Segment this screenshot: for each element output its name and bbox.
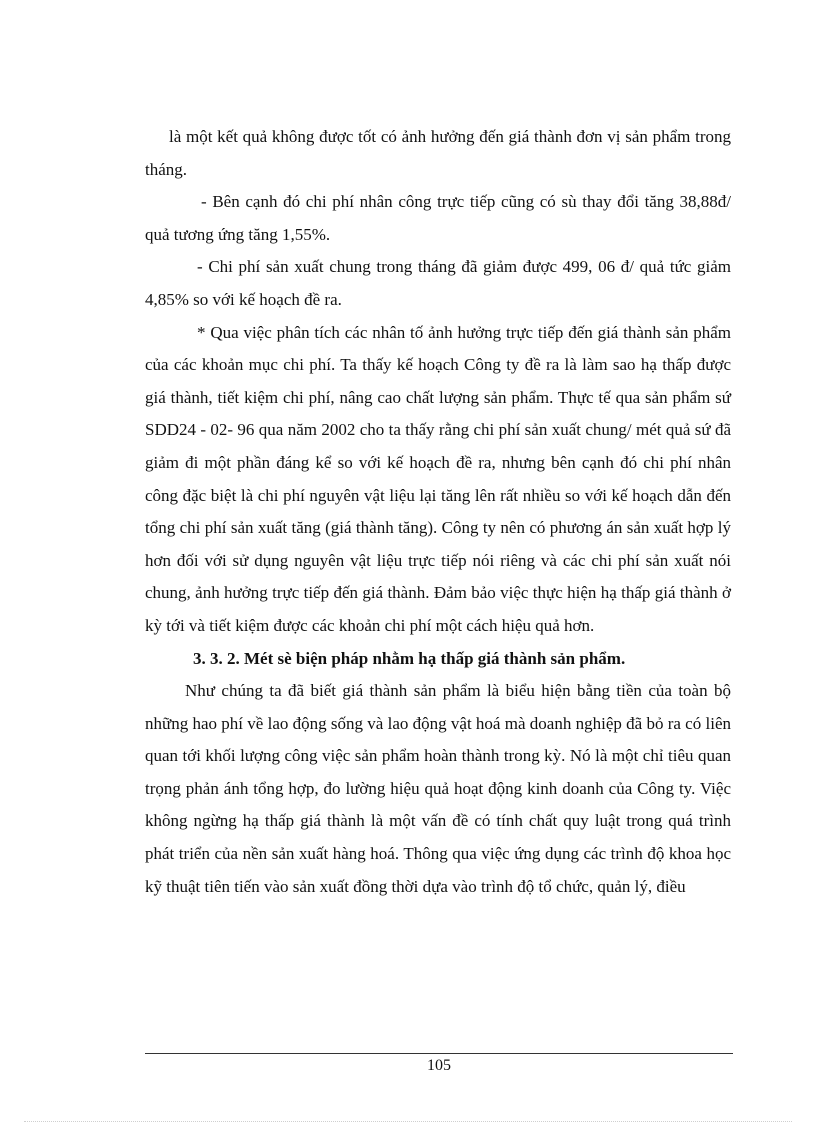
paragraph-continuation: là một kết quả không được tốt có ảnh hưởng đến giá thành đơn vị sản phẩm trong tháng. [145, 127, 731, 179]
page-body [145, 121, 731, 903]
page-number: 105 [427, 1057, 451, 1074]
page-bottom-border [24, 1121, 792, 1122]
footer-divider [145, 1053, 733, 1054]
paragraph-analysis: * Qua việc phân tích các nhân tố ảnh hưởng trực tiếp đến giá thành sản phẩm của các khoản mục chi phí. Ta thấy kế hoạch Công ty đề ra là làm sao hạ thấp được giá thành, tiết kiệm chi phí, nâng cao chất lượng sản phẩm. Thực tế qua sản phẩm sứ SDD24 - 02- 96 qua năm 2002 cho ta thấy rằng chi phí sản xuất chung/ mét quả sứ đã giảm đi một phần đáng kể so với kế hoạch đề ra, nhưng bên cạnh đó chi phí nhân công đặc biệt là chi phí nguyên vật liệu lại tăng lên rất nhiều so với kế hoạch dẫn đến tổng chi phí sản xuất tăng (giá thành tăng). Công ty nên có phương án sản xuất hợp lý hơn đối với sử dụng nguyên vật liệu trực tiếp nói riêng và các chi phí sản xuất nói chung, ảnh hưởng trực tiếp đến giá thành. Đảm bảo việc thực hiện hạ thấp giá thành ở kỳ tới và tiết kiệm được các khoản chi phí một cách hiệu quả hơn. [145, 322, 731, 635]
paragraph-labor-cost: - Bên cạnh đó chi phí nhân công trực tiếp cũng có sù thay đổi tăng 38,88đ/ quả tương ứng tăng 1,55%. [145, 192, 731, 244]
paragraph-cost-definition: Như chúng ta đã biết giá thành sản phẩm là biểu hiện bằng tiền của toàn bộ những hao phí về lao động sống và lao động vật hoá mà doanh nghiệp đã bỏ ra có liên quan tới khối lượng công việc sản phẩm hoàn thành trong kỳ. Nó là một chỉ tiêu quan trọng phản ánh tổng hợp, đo lường hiệu quả hoạt động kinh doanh của Công ty. Việc không ngừng hạ thấp giá thành là một vấn đề có tính chất quy luật trong quá trình phát triển của nền sản xuất hàng hoá. Thông qua việc ứng dụng các trình độ khoa học kỹ thuật tiên tiến vào sản xuất đồng thời dựa vào trình độ tổ chức, quản lý, điều [145, 681, 731, 896]
paragraph-overhead-cost: - Chi phí sản xuất chung trong tháng đã giảm được 499, 06 đ/ quả tức giảm 4,85% so với kế hoạch đề ra. [145, 257, 731, 309]
section-heading: 3. 3. 2. Mét sè biện pháp nhằm hạ thấp giá thành sản phẩm. [193, 648, 626, 668]
